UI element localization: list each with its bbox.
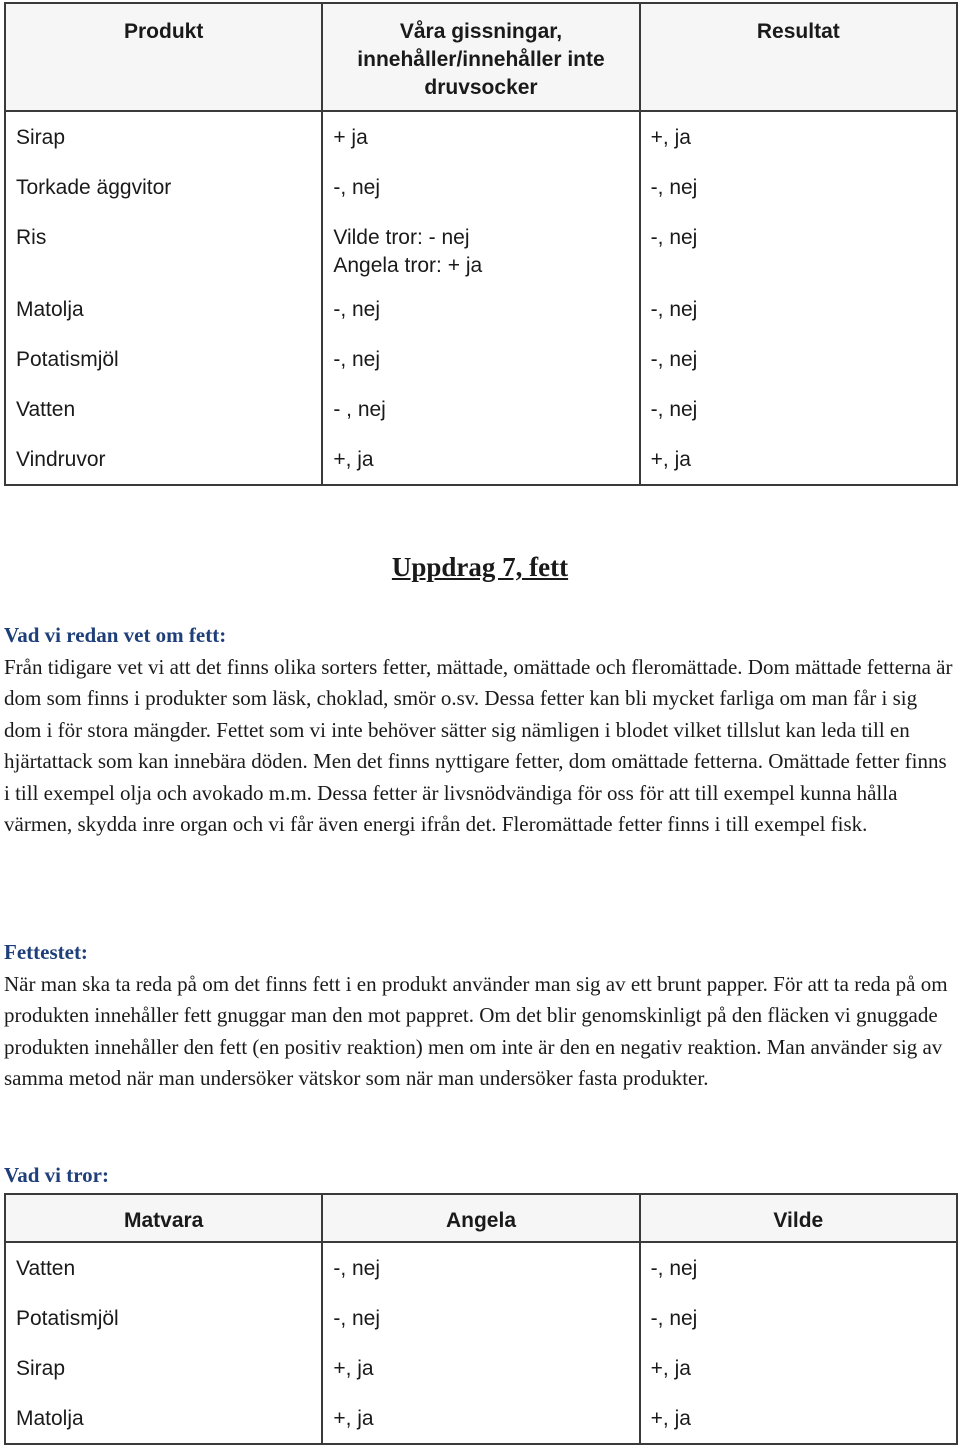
cell-food: Matolja bbox=[5, 1393, 322, 1444]
header-gissningar-text: Våra gissningar, innehåller/innehåller inte druvsocker bbox=[357, 20, 605, 99]
header-vilde: Vilde bbox=[640, 1194, 957, 1242]
cell-product: Matolja bbox=[5, 284, 322, 334]
cell-product: Sirap bbox=[5, 111, 322, 162]
fat-test-text: När man ska ta reda på om det finns fett i en produkt använder man sig av ett brunt papper. För att ta reda på om produkten innehåller fett gnuggar man den mot pappret. Om det blir genomskinligt på den fläcken vi gnuggade produkten innehåller den fett (en positiv reaktion) men om inte är den en negativ reaktion. Man använder sig av samma metod när man undersöker vätskor som när man undersöker fasta produkter. bbox=[4, 971, 948, 1090]
cell-result: -, nej bbox=[640, 212, 957, 284]
header-resultat: Resultat bbox=[640, 3, 957, 111]
cell-guess: Vilde tror: - nej Angela tror: + ja bbox=[322, 212, 639, 284]
guess-section bbox=[4, 1160, 954, 1192]
table-row bbox=[5, 384, 957, 434]
header-matvara: Matvara bbox=[5, 1194, 322, 1242]
cell-result: -, nej bbox=[640, 334, 957, 384]
cell-vilde: -, nej bbox=[640, 1242, 957, 1293]
cell-guess: +, ja bbox=[322, 434, 639, 485]
cell-result: -, nej bbox=[640, 384, 957, 434]
table-row bbox=[5, 1393, 957, 1444]
table-header-row bbox=[5, 1194, 957, 1242]
cell-food: Sirap bbox=[5, 1343, 322, 1393]
header-produkt: Produkt bbox=[5, 3, 322, 111]
cell-product: Vindruvor bbox=[5, 434, 322, 485]
header-angela: Angela bbox=[322, 1194, 639, 1242]
cell-guess: -, nej bbox=[322, 284, 639, 334]
cell-guess: -, nej bbox=[322, 162, 639, 212]
cell-product: Ris bbox=[5, 212, 322, 284]
cell-product: Vatten bbox=[5, 384, 322, 434]
cell-angela: -, nej bbox=[322, 1293, 639, 1343]
cell-product: Torkade äggvitor bbox=[5, 162, 322, 212]
fat-guess-table bbox=[4, 1193, 958, 1445]
fat-test-section bbox=[4, 937, 954, 1095]
table-row bbox=[5, 1343, 957, 1393]
known-facts-section bbox=[4, 620, 954, 841]
table-row bbox=[5, 1242, 957, 1293]
section-title: Uppdrag 7, fett bbox=[391, 552, 569, 582]
cell-angela: +, ja bbox=[322, 1343, 639, 1393]
cell-result: -, nej bbox=[640, 284, 957, 334]
cell-guess: -, nej bbox=[322, 334, 639, 384]
cell-result: +, ja bbox=[640, 111, 957, 162]
table-header-row bbox=[5, 3, 957, 111]
cell-food: Potatismjöl bbox=[5, 1293, 322, 1343]
known-facts-text: Från tidigare vet vi att det finns olika sorters fetter, mättade, omättade och fleromättade. Dom mättade fetterna är dom som finns i produkter som läsk, choklad, smör o.sv. Dessa fetter kan bli mycket farliga om man får i sig dom i för stora mängder. Fettet som vi inte behöver sätter sig nämligen i blodet vilket tillslut kan leda till en hjärtattack som kan innebära döden. Men det finns nyttigare fetter, dom omättade fetterna. Omättade fetter finns i till exempel olja och avokado m.m. Dessa fetter är livsnödvändiga för oss för att till exempel kunna hålla värmen, skydda inre organ och vi får även energi ifrån det. Fleromättade fetter finns i till exempel fisk. bbox=[4, 654, 953, 836]
table-row bbox=[5, 111, 957, 162]
cell-food: Vatten bbox=[5, 1242, 322, 1293]
cell-vilde: +, ja bbox=[640, 1393, 957, 1444]
sugar-results-table bbox=[4, 2, 958, 486]
cell-guess: + ja bbox=[322, 111, 639, 162]
cell-result: +, ja bbox=[640, 434, 957, 485]
fat-test-label: Fettestet: bbox=[4, 940, 88, 964]
table-row bbox=[5, 434, 957, 485]
cell-vilde: +, ja bbox=[640, 1343, 957, 1393]
cell-result: -, nej bbox=[640, 162, 957, 212]
cell-angela: +, ja bbox=[322, 1393, 639, 1444]
cell-guess: - , nej bbox=[322, 384, 639, 434]
guess-label: Vad vi tror: bbox=[4, 1163, 109, 1187]
header-gissningar bbox=[322, 3, 639, 111]
known-facts-label: Vad vi redan vet om fett: bbox=[4, 623, 227, 647]
table-row bbox=[5, 334, 957, 384]
cell-product: Potatismjöl bbox=[5, 334, 322, 384]
cell-vilde: -, nej bbox=[640, 1293, 957, 1343]
cell-angela: -, nej bbox=[322, 1242, 639, 1293]
table-row bbox=[5, 1293, 957, 1343]
table-row bbox=[5, 162, 957, 212]
table-row bbox=[5, 212, 957, 284]
table-row bbox=[5, 284, 957, 334]
